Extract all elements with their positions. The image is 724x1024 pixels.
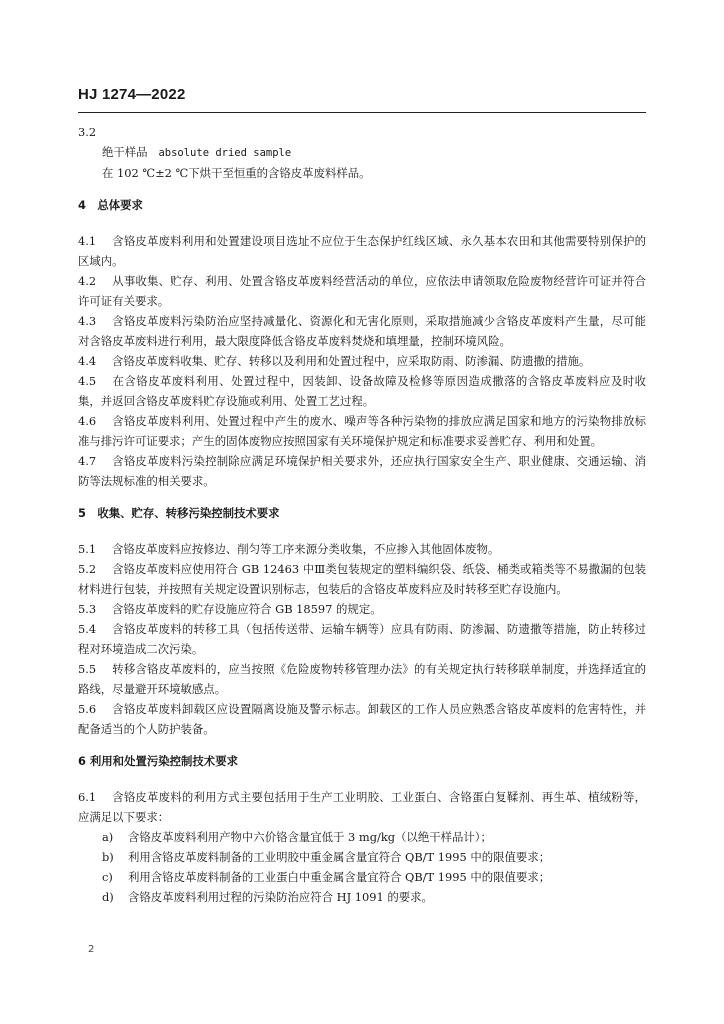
clause-number: 5.6 (78, 702, 97, 716)
clause (78, 659, 646, 699)
clause (78, 311, 646, 351)
list-item (78, 847, 646, 867)
clause-number: 5.1 (78, 542, 97, 556)
clause-number: 6.1 (78, 790, 97, 804)
clause-text: 含铬皮革废料的转移工具（包括传送带、运输车辆等）应具有防雨、防渗漏、防遗撒等措施，防止转移过程对环境造成二次污染。 (78, 622, 646, 656)
clause (78, 787, 646, 827)
standard-code: HJ 1274—2022 (78, 86, 186, 103)
section-title: 4 总体要求 (78, 198, 143, 212)
clause (78, 619, 646, 659)
definition-text: 在 102 ℃±2 ℃下烘干至恒重的含铬皮革废料样品。 (102, 166, 371, 180)
clause (78, 411, 646, 451)
clause-text: 含铬皮革废料收集、贮存、转移以及利用和处置过程中，应采取防雨、防渗漏、防遗撒的措施。 (112, 354, 591, 368)
clause (78, 451, 646, 491)
clause-number: 4.3 (78, 314, 97, 328)
clause (78, 271, 646, 311)
list-item-text: 含铬皮革废料利用过程的污染防治应符合 HJ 1091 的要求。 (128, 890, 433, 904)
term-english: absolute dried sample (158, 147, 292, 159)
clause-number: 5.3 (78, 602, 97, 616)
clause-text: 含铬皮革废料的利用方式主要包括用于生产工业明胶、工业蛋白、含铬蛋白复鞣剂、再生革、植绒粉等，应满足以下要求： (78, 790, 646, 824)
clause-number: 5.4 (78, 622, 97, 636)
section-title: 5 收集、贮存、转移污染控制技术要求 (78, 506, 280, 520)
clause-number: 4.7 (78, 454, 97, 468)
list-item (78, 867, 646, 887)
list-item (78, 827, 646, 847)
clause-number: 5.2 (78, 562, 97, 576)
clause-number: 4.1 (78, 234, 97, 248)
section-title: 6 利用和处置污染控制技术要求 (78, 754, 238, 768)
clause-text: 含铬皮革废料卸载区应设置隔离设施及警示标志。卸载区的工作人员应熟悉含铬皮革废料的危害特性，并配备适当的个人防护装备。 (78, 702, 646, 736)
list-item-text: 含铬皮革废料利用产物中六价铬含量宜低于 3 mg/kg（以绝干样品计）； (128, 830, 492, 844)
definition-term (78, 142, 646, 163)
clause-number: 4.5 (78, 374, 97, 388)
list-item-label: d) (102, 890, 114, 904)
clause (78, 231, 646, 271)
clause-text: 含铬皮革废料应使用符合 GB 12463 中Ⅲ类包装规定的塑料编织袋、纸袋、桶类或箱类等不易撒漏的包装材料进行包装，并按照有关规定设置识别标志，包装后的含铬皮革废料应及时转移至贮存设施内。 (78, 562, 646, 596)
clause-text: 含铬皮革废料应按修边、削匀等工序来源分类收集，不应掺入其他固体废物。 (112, 542, 500, 556)
clause (78, 599, 646, 619)
list-item-label: b) (102, 850, 114, 864)
clause (78, 539, 646, 559)
document-body (78, 122, 646, 907)
page-number: 2 (88, 944, 95, 955)
header-rule (78, 112, 646, 113)
clause-text: 含铬皮革废料利用和处置建设项目选址不应位于生态保护红线区域、永久基本农田和其他需要特别保护的区域内。 (78, 234, 646, 268)
clause-text: 在含铬皮革废料利用、处置过程中，因装卸、设备故障及检修等原因造成撒落的含铬皮革废料应及时收集，并返回含铬皮革废料贮存设施或利用、处置工艺过程。 (78, 374, 646, 408)
list-item-label: c) (102, 870, 113, 884)
list-item-text: 利用含铬皮革废料制备的工业明胶中重金属含量宜符合 QB/T 1995 中的限值要求； (128, 850, 551, 864)
clause (78, 559, 646, 599)
clause-text: 含铬皮革废料污染控制除应满足环境保护相关要求外，还应执行国家安全生产、职业健康、交通运输、消防等法规标准的相关要求。 (78, 454, 646, 488)
clause-number: 4.4 (78, 354, 97, 368)
clause-text: 转移含铬皮革废料的，应当按照《危险废物转移管理办法》的有关规定执行转移联单制度，并选择适宜的路线，尽量避开环境敏感点。 (78, 662, 646, 696)
term-chinese: 绝干样品 (102, 145, 148, 159)
clause-text: 含铬皮革废料的贮存设施应符合 GB 18597 的规定。 (112, 602, 382, 616)
clause-text: 含铬皮革废料利用、处置过程中产生的废水、噪声等各种污染物的排放应满足国家和地方的污染物排放标准与排污许可证要求；产生的固体废物应按照国家有关环境保护规定和标准要求妥善贮存、利用和处置。 (78, 414, 646, 448)
list-item (78, 887, 646, 907)
definition-number: 3.2 (78, 125, 97, 139)
clause-text: 从事收集、贮存、利用、处置含铬皮革废料经营活动的单位，应依法申请领取危险废物经营许可证并符合许可证有关要求。 (78, 274, 646, 308)
clause (78, 351, 646, 371)
list-item-label: a) (102, 830, 114, 844)
clause-text: 含铬皮革废料污染防治应坚持减量化、资源化和无害化原则，采取措施减少含铬皮革废料产生量，尽可能对含铬皮革废料进行利用，最大限度降低含铬皮革废料焚烧和填埋量，控制环境风险。 (78, 314, 646, 348)
clause (78, 699, 646, 739)
clause-number: 4.6 (78, 414, 97, 428)
clause-number: 5.5 (78, 662, 97, 676)
clause (78, 371, 646, 411)
list-item-text: 利用含铬皮革废料制备的工业蛋白中重金属含量宜符合 QB/T 1995 中的限值要求； (128, 870, 551, 884)
clause-number: 4.2 (78, 274, 97, 288)
